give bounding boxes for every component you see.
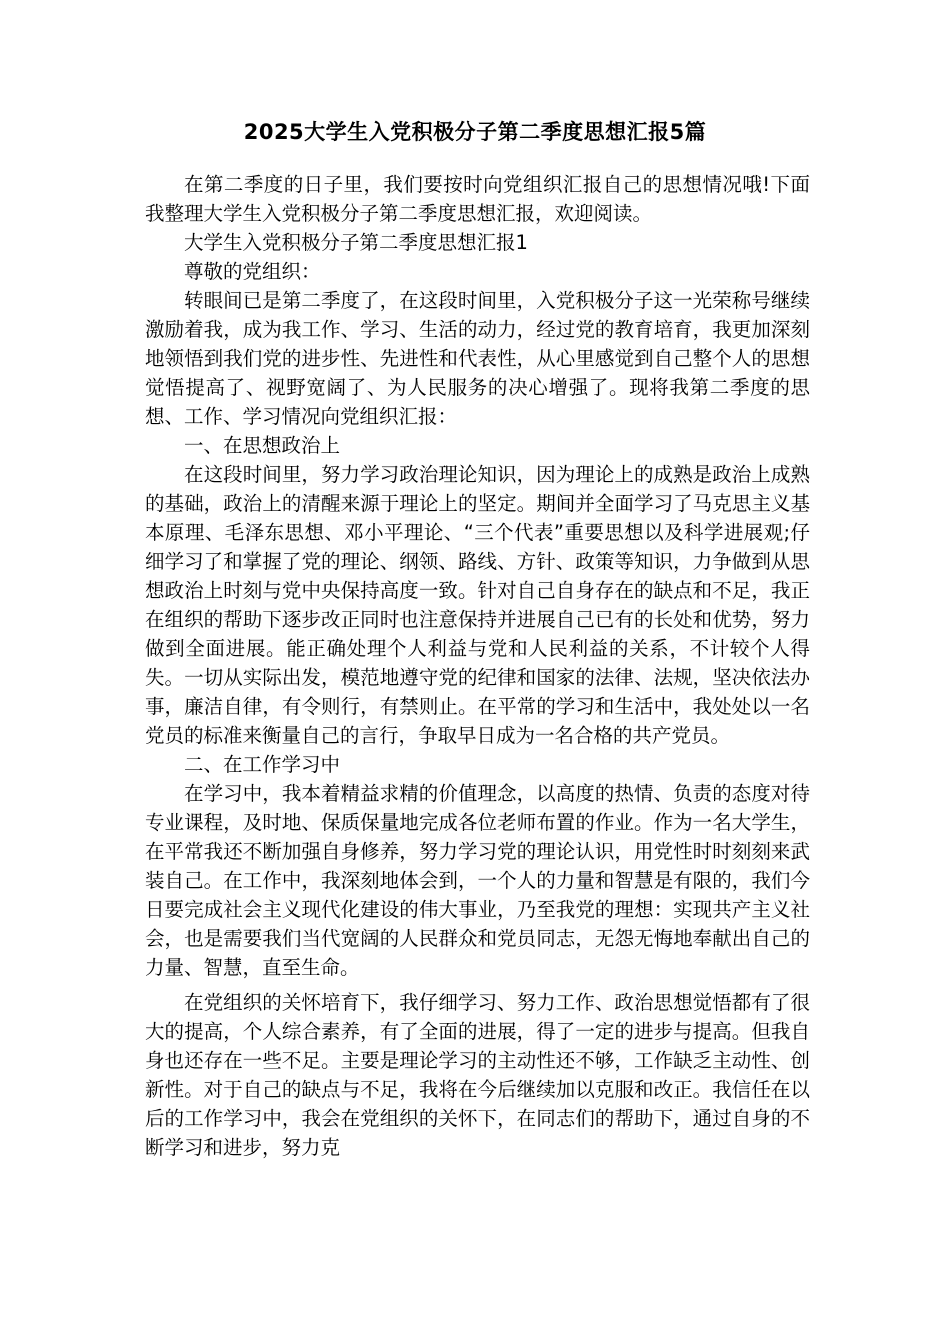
- body-paragraph: 在党组织的关怀培育下，我仔细学习、努力工作、政治思想觉悟都有了很大的提高，个人综合素养，有了全面的进展，得了一定的进步与提高。但我自身也还存在一些不足。主要是理论学习的主动性还不够，工作缺乏主动性、创新性。对于自己的缺点与不足，我将在今后继续加以克服和改正。我信任在以后的工作学习中，我会在党组织的关怀下，在同志们的帮助下，通过自身的不断学习和进步，努力克: [145, 991, 810, 1159]
- subheading-work-study: 二、在工作学习中: [184, 753, 341, 776]
- document-title: 2025大学生入党积极分子第二季度思想汇报5篇: [243, 120, 707, 144]
- body-paragraph: 在这段时间里，努力学习政治理论知识，因为理论上的成熟是政治上成熟的基础，政治上的清醒来源于理论上的坚定。期间并全面学习了马克思主义基本原理、毛泽东思想、邓小平理论、“三个代表”重要思想以及科学进展观;仔细学习了和掌握了党的理论、纲领、路线、方针、政策等知识，力争做到从思想政治上时刻与党中央保持高度一致。针对自己自身存在的缺点和不足，我正在组织的帮助下逐步改正同时也注意保持并进展自己已有的长处和优势，努力做到全面进展。能正确处理个人利益与党和人民利益的关系，不计较个人得失。一切从实际出发，模范地遵守党的纪律和国家的法律、法规，坚决依法办事，廉洁自律，有令则行，有禁则止。在平常的学习和生活中，我处处以一名党员的标准来衡量自己的言行，争取早日成为一名合格的共产党员。: [145, 463, 810, 747]
- body-paragraph: 在学习中，我本着精益求精的价值理念，以高度的热情、负责的态度对待专业课程，及时地、保质保量地完成各位老师布置的作业。作为一名大学生，在平常我还不断加强自身修养，努力学习党的理论认识，用党性时时刻刻来武装自己。在工作中，我深刻地体会到，一个人的力量和智慧是有限的，我们今日要完成社会主义现代化建设的伟大事业，乃至我党的理想：实现共产主义社会，也是需要我们当代宽阔的人民群众和党员同志，无怨无悔地奉献出自己的力量、智慧，直至生命。: [145, 782, 810, 979]
- body-paragraph: 转眼间已是第二季度了，在这段时间里，入党积极分子这一光荣称号继续激励着我，成为我工作、学习、生活的动力，经过党的教育培育，我更加深刻地领悟到我们党的进步性、先进性和代表性，从心里感觉到自己整个人的思想觉悟提高了、视野宽阔了、为人民服务的决心增强了。现将我第二季度的思想、工作、学习情况向党组织汇报：: [145, 289, 810, 428]
- section-heading-report-1: 大学生入党积极分子第二季度思想汇报1: [184, 231, 528, 254]
- salutation: 尊敬的党组织：: [184, 260, 321, 283]
- document-body: [145, 170, 810, 1162]
- subheading-political-thought: 一、在思想政治上: [184, 434, 341, 457]
- intro-paragraph: 在第二季度的日子里，我们要按时向党组织汇报自己的思想情况哦!下面我整理大学生入党积极分子第二季度思想汇报，欢迎阅读。: [145, 173, 810, 225]
